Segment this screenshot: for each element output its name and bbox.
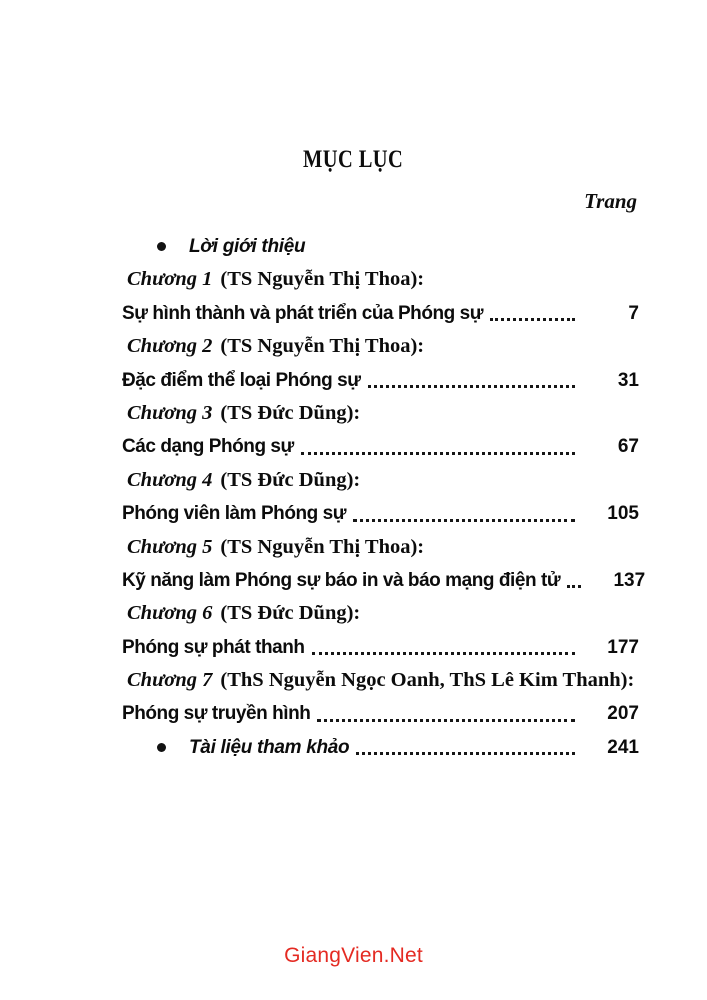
toc-list xyxy=(122,230,646,764)
chapter-authors: (TS Đức Dũng): xyxy=(220,401,361,424)
page-number: 31 xyxy=(617,369,639,391)
dot-leader xyxy=(490,318,575,321)
chapter-authors: (TS Đức Dũng): xyxy=(220,602,361,625)
toc-entry-title: Sự hình thành và phát triển của Phóng sự xyxy=(122,302,484,324)
toc-entry-chapter-5 xyxy=(122,564,646,597)
chapter-label: Chương 4 xyxy=(127,468,213,491)
toc-chapter-heading-1 xyxy=(122,263,639,296)
toc-entry-title: Các dạng Phóng sự xyxy=(122,436,294,458)
dot-leader xyxy=(301,452,575,455)
toc-chapter-heading-3 xyxy=(122,397,639,430)
chapter-label: Chương 7 xyxy=(127,669,213,692)
dot-leader xyxy=(356,752,575,755)
page-title xyxy=(0,146,707,174)
toc-entry-chapter-3 xyxy=(122,430,639,463)
chapter-label: Chương 5 xyxy=(127,535,213,558)
toc-chapter-heading-5 xyxy=(122,531,639,564)
bullet-icon xyxy=(157,242,166,251)
toc-entry-title: Phóng sự truyền hình xyxy=(122,703,311,725)
toc-entry-chapter-1 xyxy=(122,297,639,330)
toc-entry-title: Đặc điểm thể loại Phóng sự xyxy=(122,369,361,391)
toc-entry-intro xyxy=(122,230,639,263)
chapter-label: Chương 3 xyxy=(127,401,213,424)
toc-entry-references xyxy=(122,731,639,764)
watermark-footer: GiangVien.Net xyxy=(284,944,423,967)
toc-chapter-heading-2 xyxy=(122,330,639,363)
chapter-authors: (TS Đức Dũng): xyxy=(220,468,361,491)
toc-chapter-heading-7 xyxy=(122,664,639,697)
dot-leader xyxy=(353,519,575,522)
dot-leader xyxy=(312,652,575,655)
toc-entry-title: Phóng viên làm Phóng sự xyxy=(122,503,347,525)
chapter-authors: (TS Nguyễn Thị Thoa): xyxy=(220,268,425,291)
page-title-text: MỤC LỤC xyxy=(303,146,404,173)
toc-chapter-heading-4 xyxy=(122,464,639,497)
page-number: 105 xyxy=(607,503,639,525)
toc-entry-title: Lời giới thiệu xyxy=(189,236,306,257)
toc-entry-title: Kỹ năng làm Phóng sự báo in và báo mạng điện tử xyxy=(122,569,561,591)
chapter-authors: (TS Nguyễn Thị Thoa): xyxy=(220,535,425,558)
toc-entry-title: Phóng sự phát thanh xyxy=(122,636,305,658)
chapter-label: Chương 1 xyxy=(127,268,213,291)
dot-leader xyxy=(368,385,575,388)
page-number: 137 xyxy=(613,569,646,591)
chapter-label: Chương 2 xyxy=(127,335,213,358)
page-column-header: Trang xyxy=(584,189,637,213)
page-number: 207 xyxy=(607,703,639,725)
toc-entry-chapter-2 xyxy=(122,364,639,397)
page-number: 177 xyxy=(607,636,639,658)
toc-chapter-heading-6 xyxy=(122,597,639,630)
toc-entry-title: Tài liệu tham khảo xyxy=(189,736,350,758)
bullet-icon xyxy=(157,743,166,752)
chapter-authors: (ThS Nguyễn Ngọc Oanh, ThS Lê Kim Thanh): xyxy=(220,669,635,692)
toc-entry-chapter-7 xyxy=(122,697,639,730)
dot-leader xyxy=(567,585,581,588)
toc-entry-chapter-4 xyxy=(122,497,639,530)
dot-leader xyxy=(317,719,575,722)
chapter-label: Chương 6 xyxy=(127,602,213,625)
page-number: 7 xyxy=(628,302,639,324)
page-number: 241 xyxy=(607,736,639,758)
chapter-authors: (TS Nguyễn Thị Thoa): xyxy=(220,335,425,358)
page-number: 67 xyxy=(617,436,639,458)
toc-entry-chapter-6 xyxy=(122,631,639,664)
